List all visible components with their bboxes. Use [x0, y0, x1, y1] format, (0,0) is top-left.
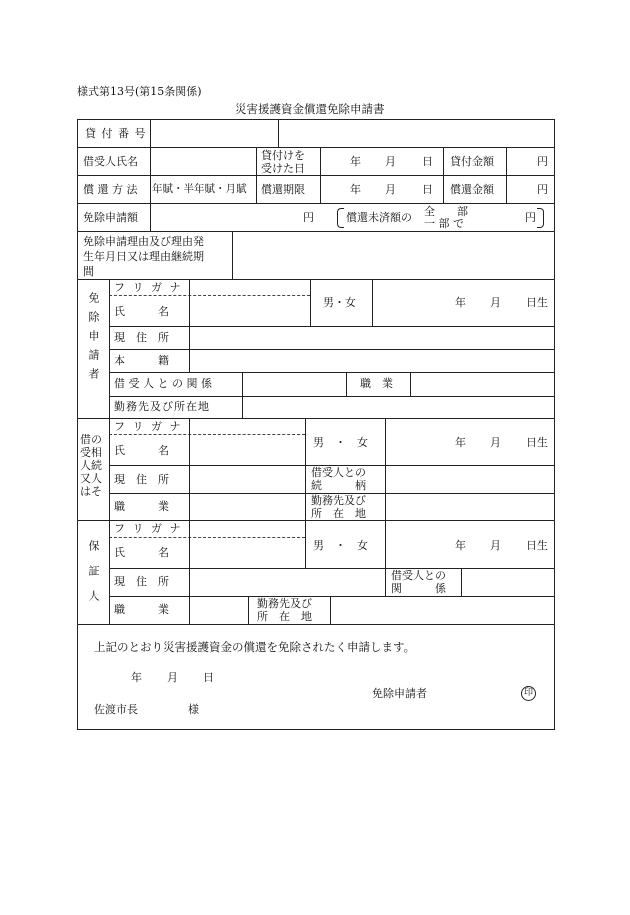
- form-number: 様式第13号(第15条関係): [77, 85, 202, 98]
- applicant-side-label: 免除申請者: [87, 292, 100, 387]
- heir-relation-label: 借受人との: [311, 466, 366, 479]
- loan-amount-label: 貸付金額: [450, 155, 494, 168]
- applicant-workplace-label: 勤務先及び所在地: [114, 400, 210, 413]
- applicant-furigana-label: フ リ ガ ナ: [114, 281, 183, 294]
- guarantor-birth-year: 年: [455, 539, 466, 552]
- borrower-name-label: 借受人氏名: [83, 155, 138, 168]
- heir-occupation-label: 職 業: [114, 500, 169, 513]
- repaid-amount-yen: 円: [537, 183, 548, 196]
- exemption-amount-yen: 円: [303, 211, 314, 224]
- unpaid-label: 償還未済額の: [346, 211, 412, 224]
- footer-year: 年: [131, 671, 142, 684]
- heir-side-label-2: 受相: [80, 446, 102, 459]
- heir-furigana-label: フ リ ガ ナ: [114, 420, 183, 433]
- repay-method-value: 年賦・半年賦・月賦: [152, 183, 247, 195]
- heir-side-label-5: はそ: [80, 485, 102, 498]
- heir-side-label-1: 借の: [80, 433, 102, 446]
- heir-workplace-label-2: 所 在 地: [311, 507, 366, 520]
- reason-label-2: 生年月日又は理由継続期: [83, 250, 204, 263]
- heir-birth-month: 月: [490, 436, 501, 449]
- right-bracket: [537, 208, 544, 228]
- part-option: 一 部 で: [424, 217, 464, 230]
- heir-side-label-3: 人続: [80, 459, 102, 472]
- heir-gender: 男 ・ 女: [313, 436, 368, 449]
- guarantor-address-label: 現 住 所: [114, 575, 169, 588]
- footer-applicant-label: 免除申請者: [372, 687, 427, 700]
- footer-day: 日: [203, 671, 214, 684]
- applicant-domicile-label: 本 籍: [114, 354, 169, 367]
- applicant-birth-day: 日生: [526, 296, 548, 309]
- guarantor-side-label: 保証人: [87, 540, 100, 615]
- received-day: 日: [422, 155, 433, 168]
- loan-amount-yen: 円: [537, 155, 548, 168]
- left-bracket: [337, 208, 344, 228]
- repay-day: 日: [422, 183, 433, 196]
- mayor-label: 佐渡市長: [94, 703, 138, 716]
- repay-method-label: 償 還 方 法: [83, 183, 138, 196]
- heir-birth-year: 年: [455, 436, 466, 449]
- guarantor-relation-label-2: 関 係: [391, 582, 446, 595]
- received-date-label: 貸付けを: [261, 149, 305, 162]
- applicant-address-label: 現 住 所: [114, 331, 169, 344]
- guarantor-birth-day: 日生: [526, 539, 548, 552]
- guarantor-relation-label: 借受人との: [391, 569, 446, 582]
- received-date-label-2: 受けた日: [261, 162, 305, 175]
- heir-address-label: 現 住 所: [114, 473, 169, 486]
- heir-relation-label-2: 続 柄: [311, 479, 366, 492]
- footer-month: 月: [167, 671, 178, 684]
- received-month: 月: [385, 155, 396, 168]
- received-year: 年: [350, 155, 361, 168]
- applicant-birth-year: 年: [455, 296, 466, 309]
- page-title: 災害援護資金償還免除申請書: [235, 102, 385, 116]
- heir-name-label: 氏 名: [114, 444, 169, 457]
- unpaid-yen: 円: [525, 211, 536, 224]
- repay-year: 年: [350, 183, 361, 196]
- reason-label: 免除申請理由及び理由発: [83, 235, 204, 248]
- applicant-gender: 男・女: [323, 296, 356, 309]
- heir-workplace-label: 勤務先及び: [311, 494, 366, 507]
- honorific: 様: [188, 703, 199, 716]
- guarantor-workplace-label-2: 所 在 地: [257, 610, 312, 623]
- guarantor-name-label: 氏 名: [114, 546, 169, 559]
- heir-birth-day: 日生: [526, 436, 548, 449]
- reason-label-3: 間: [83, 265, 94, 278]
- seal-mark: 印: [521, 686, 536, 701]
- guarantor-birth-month: 月: [490, 539, 501, 552]
- guarantor-occupation-label: 職 業: [114, 603, 169, 616]
- statement-text: 上記のとおり災害援護資金の償還を免除されたく申請します。: [94, 640, 416, 654]
- repaid-amount-label: 償還金額: [450, 183, 494, 196]
- all-option: 全 部: [424, 205, 468, 218]
- repay-month: 月: [385, 183, 396, 196]
- guarantor-gender: 男 ・ 女: [313, 539, 368, 552]
- applicant-birth-month: 月: [490, 296, 501, 309]
- applicant-occupation-label: 職 業: [360, 377, 393, 390]
- exemption-amount-label: 免除申請額: [83, 211, 138, 224]
- guarantor-workplace-label: 勤務先及び: [257, 597, 312, 610]
- loan-number-label: 貸 付 番 号: [85, 127, 147, 140]
- heir-side-label-4: 又人: [80, 472, 102, 485]
- repay-period-label: 償還期限: [261, 183, 305, 196]
- guarantor-furigana-label: フ リ ガ ナ: [114, 522, 183, 535]
- applicant-name-label: 氏 名: [114, 305, 169, 318]
- applicant-relation-label: 借 受 人 と の 関 係: [114, 377, 212, 390]
